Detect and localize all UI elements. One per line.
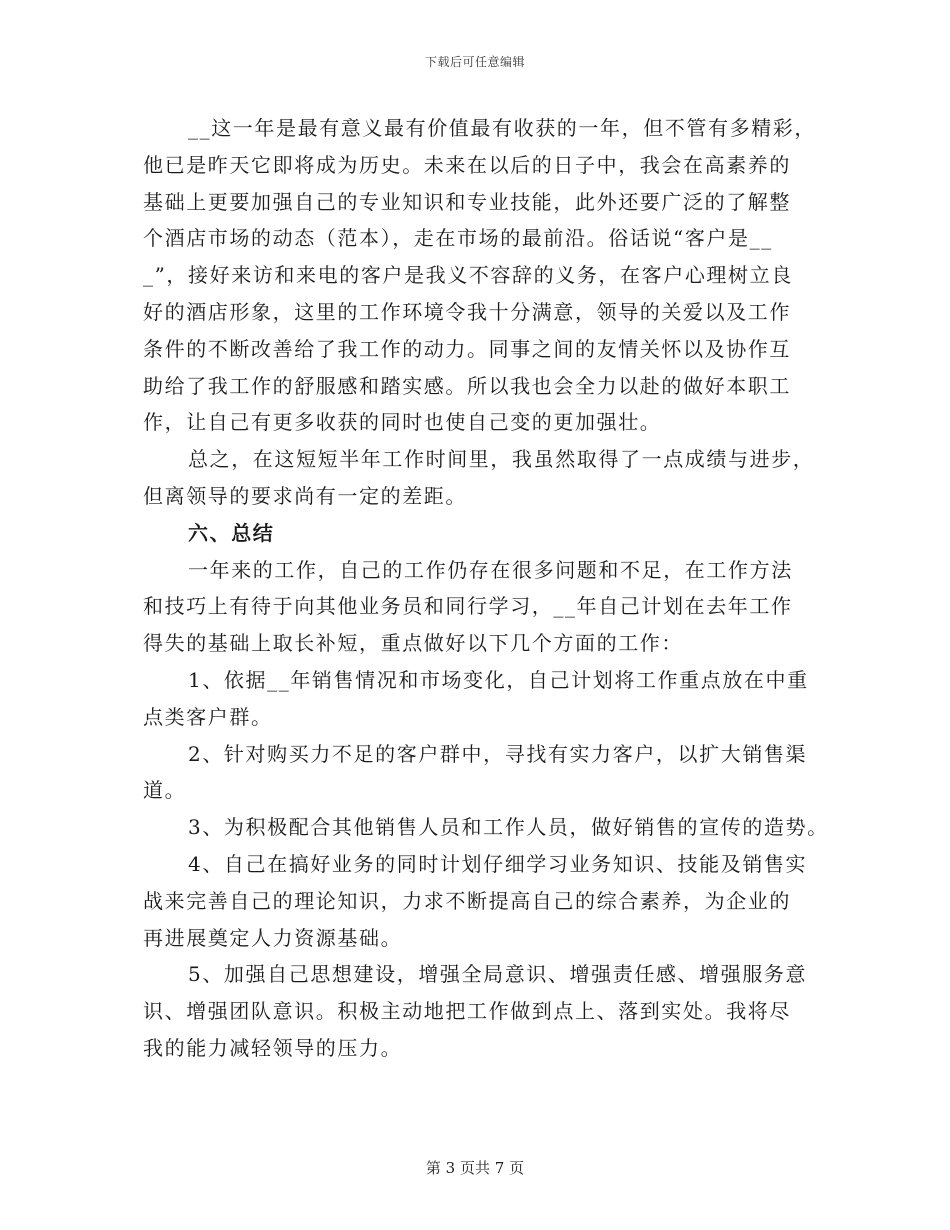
paragraph-line: __这一年是最有意义最有价值最有收获的一年，但不管有多精彩， [188, 116, 816, 140]
paragraph-line: 个酒店市场的动态（范本），走在市场的最前沿。俗话说“客户是__ [143, 226, 773, 251]
list-item-line: 点类客户群。 [143, 704, 273, 729]
paragraph-line: 和技巧上有待于向其他业务员和同行学习，__年自己计划在去年工作 [143, 594, 793, 619]
paragraph-line: 条件的不断改善给了我工作的动力。同事之间的友情关怀以及协作互 [143, 336, 791, 361]
list-item-line: 5、加强自己思想建设，增强全局意识、增强责任感、增强服务意 [188, 962, 808, 987]
paragraph-line: 一年来的工作，自己的工作仍存在很多问题和不足，在工作方法 [188, 557, 793, 582]
list-item-line: 再进展奠定人力资源基础。 [143, 925, 403, 950]
paragraph-line: _”，接好来访和来电的客户是我义不容辞的义务，在客户心理树立良 [143, 263, 793, 288]
document-body [143, 110, 843, 1067]
list-item-line: 1、依据__年销售情况和市场变化，自己计划将工作重点放在中重 [188, 667, 809, 692]
list-item-line: 3、为积极配合其他销售人员和工作人员，做好销售的宣传的造势。 [188, 815, 829, 840]
list-item-line: 2、针对购买力不足的客户群中，寻找有实力客户，以扩大销售渠 [188, 741, 808, 766]
paragraph-line: 基础上更要加强自己的专业知识和专业技能，此外还要广泛的了解整 [143, 189, 791, 214]
list-item-line: 战来完善自己的理论知识，力求不断提高自己的综合素养，为企业的 [143, 888, 791, 913]
list-item-line: 识、增强团队意识。积极主动地把工作做到点上、落到实处。我将尽 [143, 999, 791, 1024]
page-number: 第 3 页共 7 页 [425, 1159, 525, 1177]
section-heading: 六、总结 [188, 520, 275, 545]
paragraph-line: 但离领导的要求尚有一定的差距。 [143, 483, 467, 508]
list-item-line: 道。 [143, 778, 187, 803]
paragraph-line: 助给了我工作的舒服感和踏实感。所以我也会全力以赴的做好本职工 [143, 373, 791, 398]
paragraph-line: 他已是昨天它即将成为历史。未来在以后的日子中，我会在高素养的 [143, 152, 791, 177]
paragraph-line: 总之，在这短短半年工作时间里，我虽然取得了一点成绩与进步， [188, 447, 815, 472]
paragraph-line: 作，让自己有更多收获的同时也使自己变的更加强壮。 [143, 410, 662, 435]
list-item-line: 我的能力减轻领导的压力。 [143, 1035, 403, 1060]
paragraph-line: 得失的基础上取长补短，重点做好以下几个方面的工作： [143, 631, 683, 656]
list-item-line: 4、自己在搞好业务的同时计划仔细学习业务知识、技能及销售实 [188, 851, 808, 876]
paragraph-line: 好的酒店形象，这里的工作环境令我十分满意，领导的关爱以及工作 [143, 299, 791, 324]
page-header: 下载后可任意编辑 [424, 55, 525, 69]
